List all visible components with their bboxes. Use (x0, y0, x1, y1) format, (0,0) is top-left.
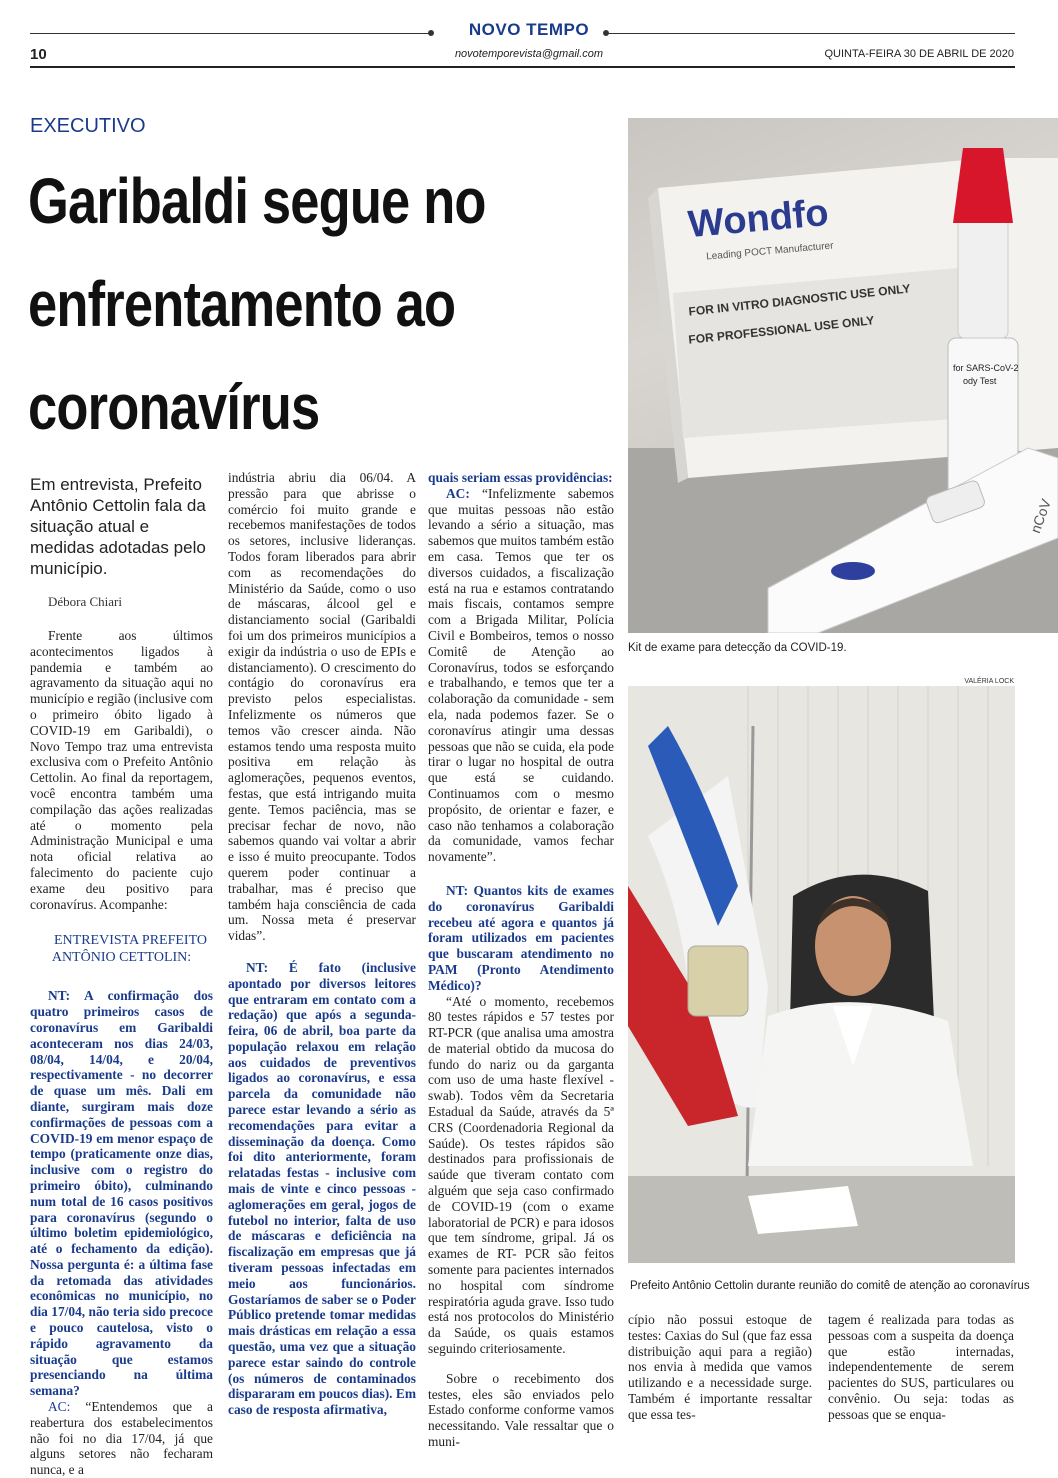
header-underline (30, 66, 1015, 68)
mayor-caption: Prefeito Antônio Cettolin durante reunião do comitê de atenção ao coronavírus (630, 1280, 1030, 1292)
test-kit-photo (628, 118, 1058, 633)
answer-1-label: AC: (48, 1399, 71, 1415)
intro-paragraph: Frente aos últimos acontecimentos ligados à pandemia e também ao agravamento da situação aqui no município e região (inclusive com o primeiro óbito ligado à COVID-19 em Garibaldi), o Novo Tempo traz uma entrevista exclusiva com o Prefeito Antônio Cettolin. Ao final da reportagem, você encontra também uma compilação das ações realizadas até o momento pela Administração Municipal e uma nota oficial relativa ao falecimento do paciente cujo exame deu positivo para coronavírus. Acompanhe: (30, 628, 213, 912)
vial-label: for SARS-CoV-2 (953, 363, 1019, 373)
question-2-end: quais seriam essas providências: (428, 470, 613, 485)
answer-2 (428, 486, 614, 865)
photo-credit: VALÉRIA LOCK (964, 678, 1014, 685)
headline: Garibaldi segue no enfrentamento ao coronavírus (28, 165, 486, 443)
article-column-4 (628, 1312, 812, 1423)
cassette-text: nCoV (1027, 496, 1055, 536)
answer-3: “Até o momento, recebemos 80 testes rápidos e 57 testes por RT-PCR (que analisa uma amostra de material obtido da mucosa do fundo do nariz ou da garganta com uso de uma haste flexível - swab). Todos vêm da Secretaria Estadual da Saúde, através da 5ª CRS (Coordenadoria Regional da Saúde). Os testes rápidos são destinados para profissionais de saúde que tiveram contato com alguém que seja caso confirmado de COVID-19 (com o exame laboratorial de PCR) e para idosos que tem síndrome, gripal. Já os exames de RT- PCR são feitos somente para pacientes internados no hospital com síndrome respiratória aguda grave. Isso tudo está nos protocolos do Ministério da Saúde, os quais estamos seguindo criteriosamente. (428, 993, 614, 1357)
article-column-5 (828, 1312, 1014, 1423)
article-column-1 (30, 628, 213, 1478)
kit-tagline: Leading POCT Manufacturer (705, 240, 834, 263)
byline: Débora Chiari (48, 594, 123, 609)
question-2: NT: É fato (inclusive apontado por diversos leitores que entraram em contato com a redação) que após a segunda-feira, 06 de abril, boa parte da população relaxou em relação aos cuidados de preventivos ligados ao coronavírus, e essa parcela da comunidade não parece estar levando a sério as recomendações para evitar a disseminação da doença. Como foi dito anteriormente, foram relatadas festas - inclusive com mais de vinte e cinco pessoas - aglomerações em geral, jogos de futebol no interior, falta de uso de máscaras e deficiência na fiscalização em empresas que já tiveram pessoas infectadas em meio aos funcionários. Gostaríamos de saber se o Poder Público pretende tomar medidas mais drásticas em relação a essa questão, uma vez que a situação parece estar saindo do controle (os números de contaminados dispararam em poucos dias). Em caso de resposta afirmativa, (228, 959, 416, 1418)
question-1: NT: A confirmação dos quatro primeiros casos de coronavírus em Garibaldi aconteceram nos dias 24/03, 08/04, 14/04, e 20/04, respectivamente - no decorrer de quase um mês. Dali em diante, surgiram mais doze confirmações de pessoas com a COVID-19 em menor espaço de tempo (praticamente onze dias, inclusive com o registro do primeiro óbito), culminando num total de 16 casos positivos para coronavírus (segundo o último boletim epidemiológico, até o fechamento da edição). Nossa pergunta é: a última fase da retomada das atividades econômicas no município, no dia 17/04, não teria sido precoce e pouco cautelosa, visto o rápido agravamento da situação que estamos presenciando na última semana? (30, 988, 213, 1399)
mayor-photo (628, 686, 1015, 1263)
answer-2-text: “Infelizmente sabemos que muitas pessoas não estão levando a sério a situação, mas sabemos que muitos também estão em casa. Temos que ter os diversos cuidados, a fiscalização está na rua e estamos contratando mais fiscais, contamos sempre com a Brigada Militar, Polícia Civil e Bombeiros, temos o nosso Comitê de Atenção ao Coronavírus, todos se esforçando e trabalhando, e temos que ter a colaboração da comunidade - sem ela, nada podemos fazer. Se o coronavírus atingir uma dessas pessoas que não se cuida, ela pode tirar o lugar no hospital de outra que está se cuidando. Continuamos com o mesmo propósito, de orientar e fazer, e caso não tenhamos a colaboração da comunidade, vamos fechar novamente”. (428, 485, 614, 865)
interview-heading: ENTREVISTA PREFEITO ANTÔNIO CETTOLIN: (51, 933, 207, 966)
lede: Em entrevista, Prefeito Antônio Cettolin fala da situação atual e medidas adotadas pelo município. (30, 475, 206, 578)
mayor-illustration (628, 686, 1015, 1263)
issue-date: QUINTA-FEIRA 30 DE ABRIL DE 2020 (824, 48, 1014, 60)
publication-email: novotemporevista@gmail.com (454, 48, 604, 60)
answer-1-start (30, 1399, 213, 1478)
answer-2-label: AC: (446, 485, 470, 501)
publication-name: NOVO TEMPO (468, 20, 590, 39)
answer-1-text: “Entendemos que a reabertura dos estabelecimentos não foi no dia 17/04, já que alguns setores não fecharam nunca, e a (30, 1399, 213, 1478)
answer-1-continued: indústria abriu dia 06/04. A pressão para que abrisse o comércio foi muito grande e recebemos manifestações de todos os setores, inclusive lideranças. Todos foram liberados para abrir com as recomendações do Ministério da Saúde, como o uso de máscaras, álcool gel e distanciamento social (Garibaldi foi um dos primeiros municípios a exigir da indústria o uso de EPIs e distanciamento). O crescimento do contágio do coronavírus era previsto pelos especialistas. Infelizmente os números que temos vão crescer ainda. Não estamos tendo uma resposta muito positiva em relação às aglomerações, pequenos eventos, festas, que está intrigando muita gente. Temos paciência, mas se precisar fechar de novo, não sabemos quando vai voltar a abrir e isso é muito preocupante. Todos querem poder continuar a trabalhar, mas é preciso que também haja consciência de cada um. Nossa meta é preservar vidas”. (228, 470, 416, 944)
vial-label-2: ody Test (963, 376, 997, 386)
article-column-2 (228, 470, 416, 1418)
answer-3-part-2: Sobre o recebimento dos testes, eles são enviados pelo Estado conforme conforme vamos necessitando. Vale ressaltar que o muni- (428, 1370, 614, 1450)
question-3: NT: Quantos kits de exames do coronavírus Garibaldi recebeu até agora e quantos já foram utilizados em pacientes que buscaram atendimento no PAM (Pronto Atendimento Médico)? (428, 882, 614, 993)
answer-3-continued: cípio não possui estoque de testes: Caxias do Sul (que faz essa distribuição aqui para a região) nos envia à medida que vamos utilizando e a necessidade surge. Também é importante ressaltar que essa tes- (628, 1312, 812, 1422)
kit-label-line-1: FOR IN VITRO DIAGNOSTIC USE ONLY (687, 281, 912, 319)
answer-3-continued-2: tagem é realizada para todas as pessoas com a suspeita da doença que estão internadas, independentemente de serem pacientes do SUS, particulares ou convênio. Ou seja: todas as pessoas que se enqua- (828, 1312, 1014, 1422)
test-kit-caption: Kit de exame para detecção da COVID-19. (628, 642, 847, 654)
page-number: 10 (30, 46, 47, 63)
section-label: EXECUTIVO (30, 115, 146, 137)
article-column-3 (428, 470, 614, 1450)
kit-brand: Wondfo (686, 191, 831, 247)
kit-label-line-2: FOR PROFESSIONAL USE ONLY (687, 313, 875, 347)
